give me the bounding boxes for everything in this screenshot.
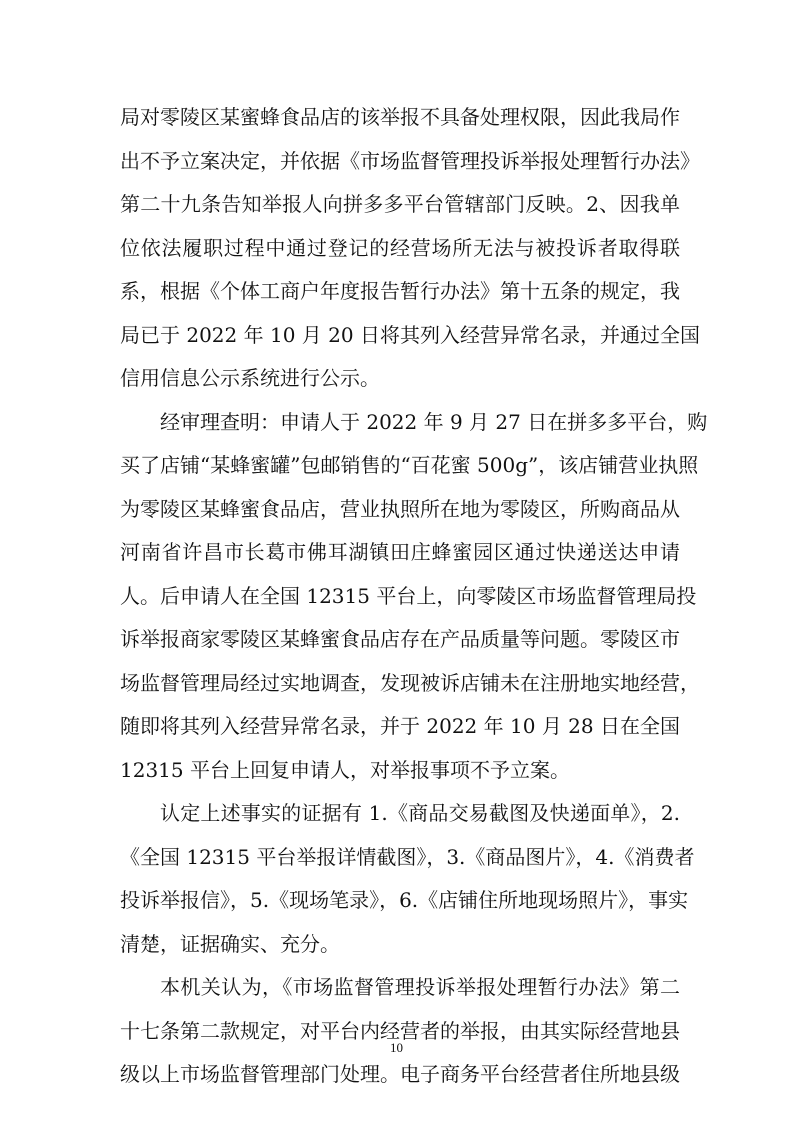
text-line: 买了店铺“某蜂蜜罐”包邮销售的“百花蜜 500g”，该店铺营业执照 xyxy=(120,453,699,477)
text-line: 级以上市场监督管理部门处理。电子商务平台经营者住所地县级 xyxy=(120,1062,680,1086)
text-line: 人。后申请人在全国 12315 平台上，向零陵区市场监督管理局投 xyxy=(120,583,697,608)
text-line: 系，根据《个体工商户年度报告暂行办法》第十五条的规定，我 xyxy=(120,279,680,303)
text-line: 随即将其列入经营异常名录，并于 2022 年 10 月 28 日在全国 xyxy=(120,714,680,738)
text-line: 河南省许昌市长葛市佛耳湖镇田庄蜂蜜园区通过快递送达申请 xyxy=(120,540,680,564)
text-line: 清楚，证据确实、充分。 xyxy=(120,931,340,956)
text-line: 位依法履职过程中通过登记的经营场所无法与被投诉者取得联 xyxy=(120,235,680,260)
text-line: 12315 平台上回复申请人，对举报事项不予立案。 xyxy=(120,757,570,782)
text-line: 本机关认为，《市场监督管理投诉举报处理暂行办法》第二 xyxy=(160,975,680,999)
body-text xyxy=(120,96,708,1097)
text-line: 信用信息公示系统进行公示。 xyxy=(120,366,380,390)
text-line: 出不予立案决定，并依据《市场监督管理投诉举报处理暂行办法》 xyxy=(120,148,700,173)
text-line: 第二十九条告知举报人向拼多多平台管辖部门反映。2、因我单 xyxy=(120,192,680,216)
page-number: 10 xyxy=(390,1040,403,1055)
text-line: 诉举报商家零陵区某蜂蜜食品店存在产品质量等问题。零陵区市 xyxy=(120,627,680,651)
text-line: 局已于 2022 年 10 月 20 日将其列入经营异常名录，并通过全国 xyxy=(120,322,700,347)
text-line: 《全国 12315 平台举报详情截图》，3.《商品图片》，4.《消费者 xyxy=(120,844,695,869)
text-line: 认定上述事实的证据有 1.《商品交易截图及快递面单》，2. xyxy=(160,801,680,825)
text-line: 场监督管理局经过实地调查，发现被诉店铺未在注册地实地经营， xyxy=(120,670,700,695)
text-line: 局对零陵区某蜜蜂食品店的该举报不具备处理权限，因此我局作 xyxy=(120,105,680,129)
text-line: 为零陵区某蜂蜜食品店，营业执照所在地为零陵区，所购商品从 xyxy=(120,496,680,521)
text-line: 经审理查明：申请人于 2022 年 9 月 27 日在拼多多平台，购 xyxy=(160,409,708,434)
text-line: 投诉举报信》，5.《现场笔录》，6.《店铺住所地现场照片》，事实 xyxy=(120,888,689,912)
text-line: 十七条第二款规定，对平台内经营者的举报，由其实际经营地县 xyxy=(120,1018,680,1043)
